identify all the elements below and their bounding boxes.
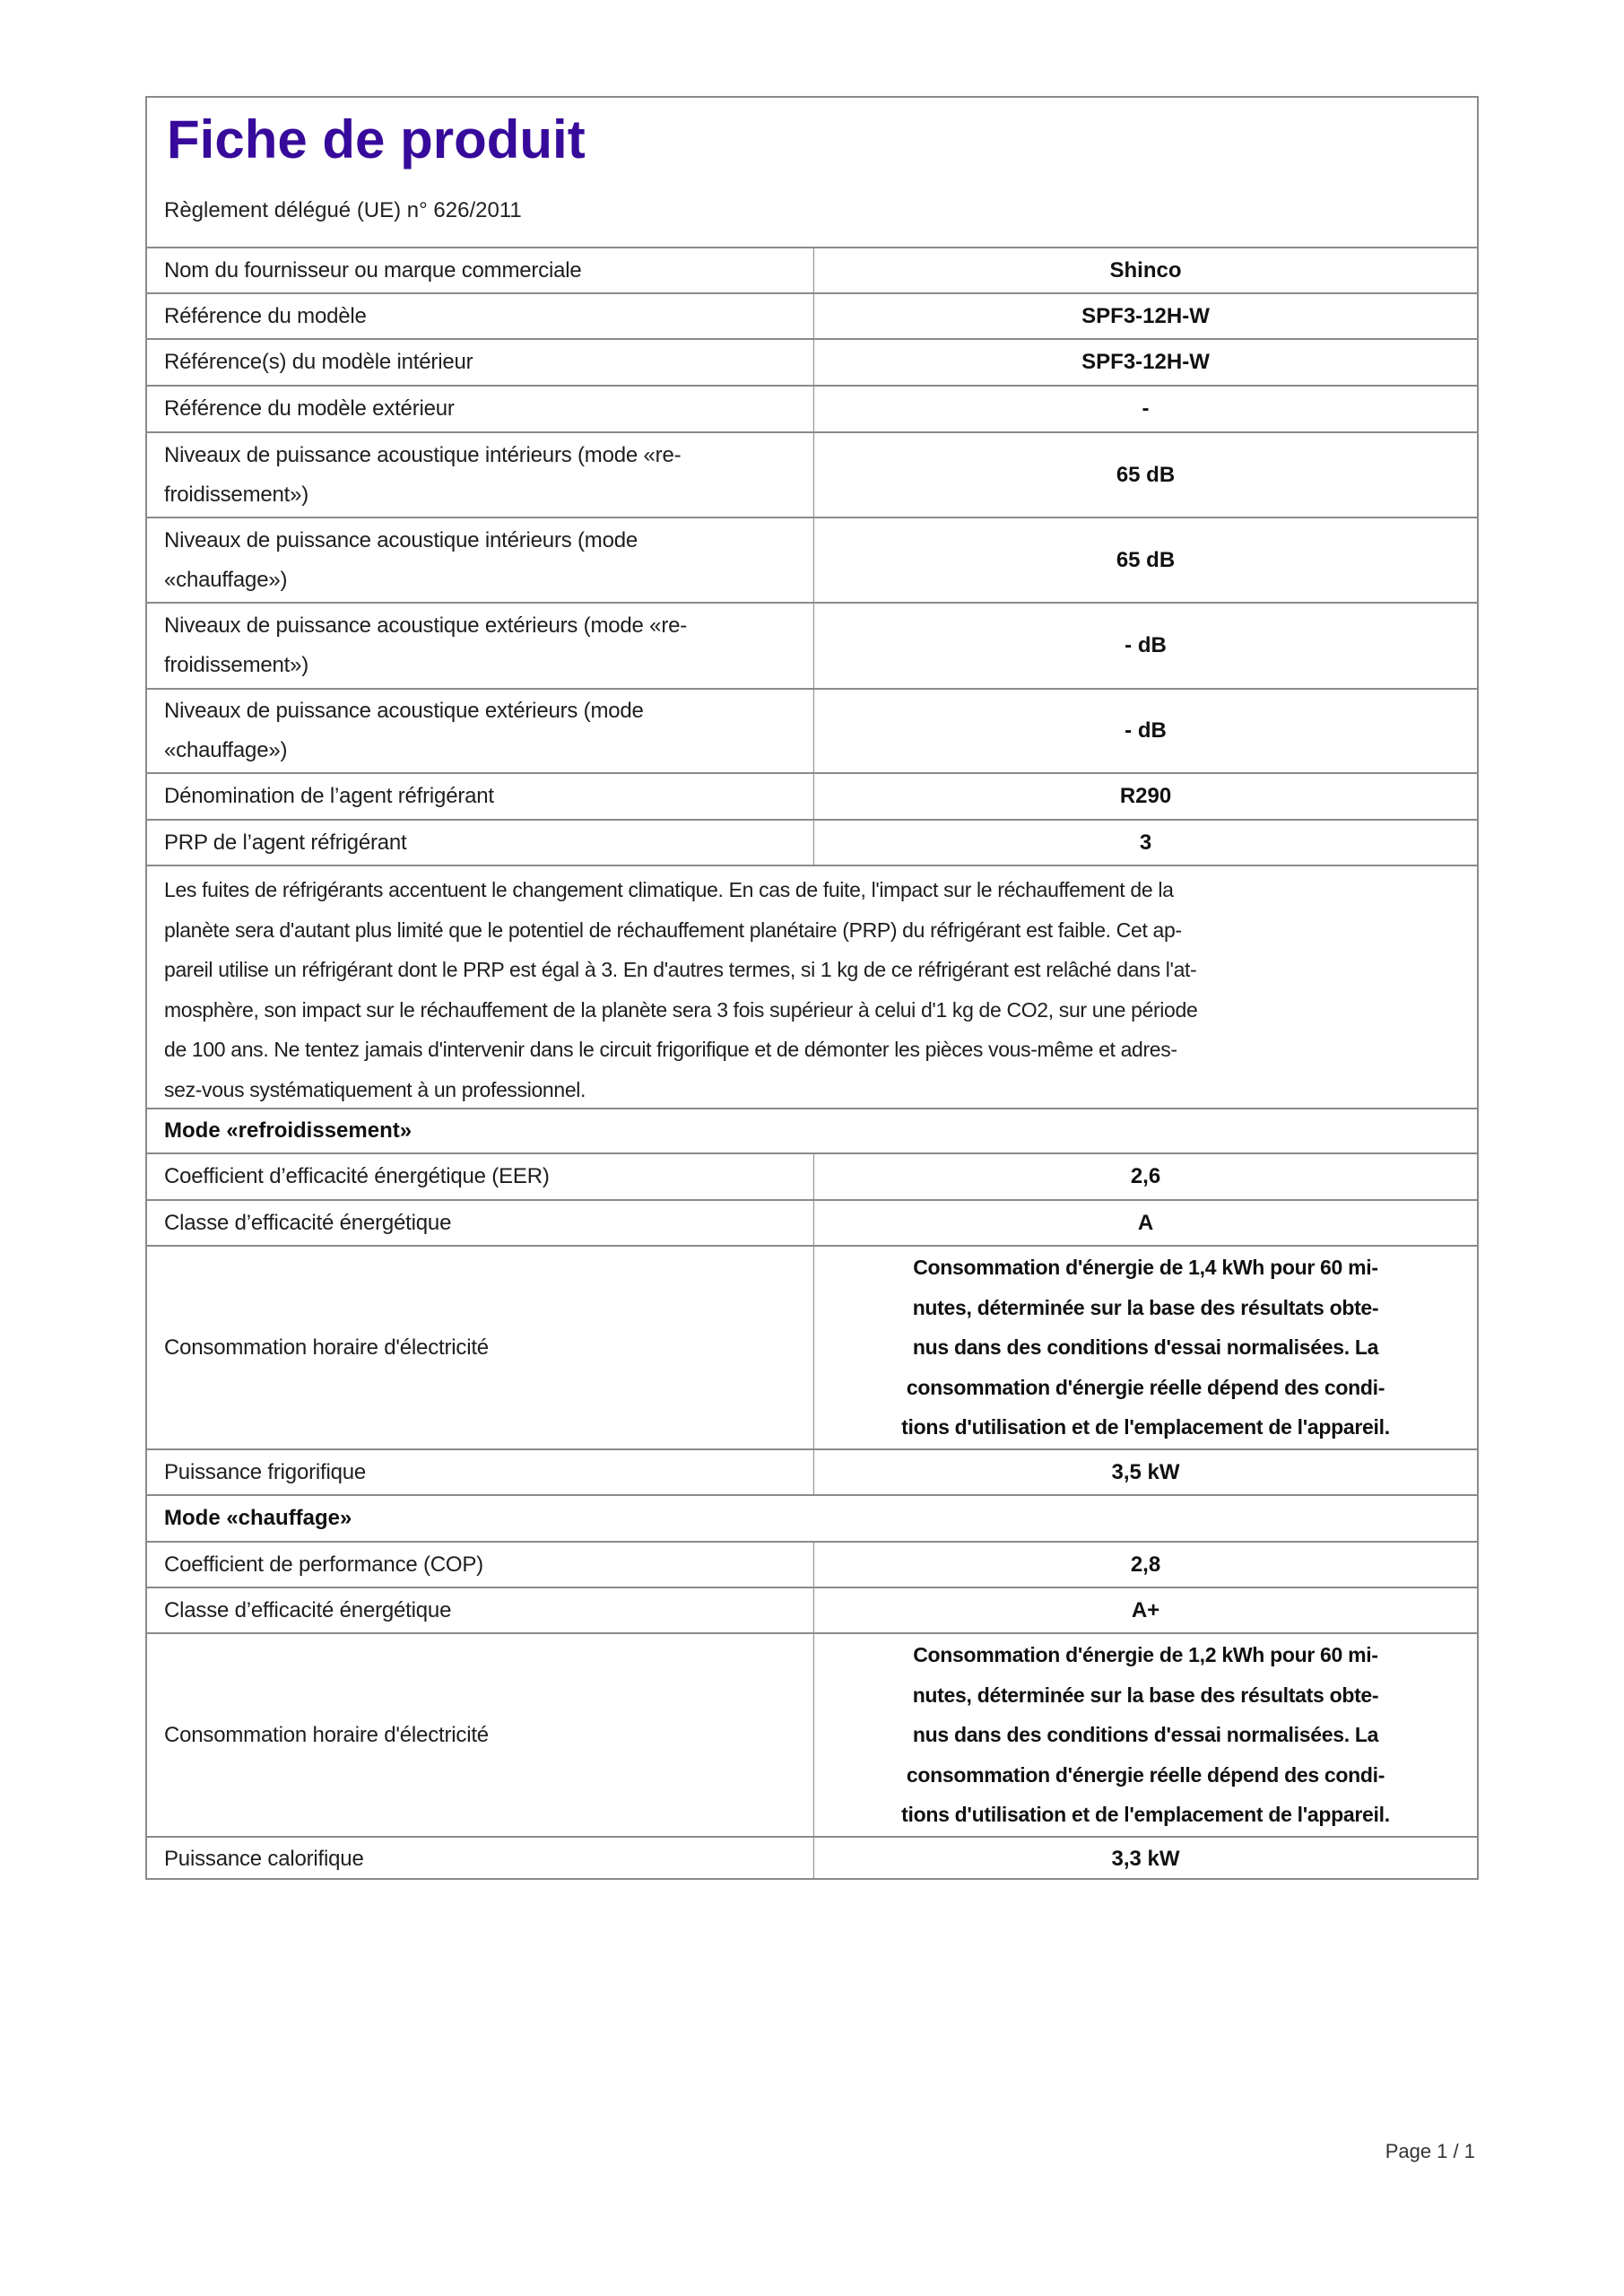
- value-line: consommation d'énergie réelle dépend des condi-: [906, 1762, 1385, 1787]
- table-row-indoor-noise-heating: [147, 517, 1477, 602]
- row-label: [147, 604, 813, 688]
- table-row-indoor-noise-cooling: [147, 431, 1477, 517]
- value-line: nutes, déterminée sur la base des résultats obte-: [912, 1683, 1379, 1707]
- table-row-heating-capacity: [147, 1836, 1477, 1880]
- table-row-refrigerant-gwp: [147, 819, 1477, 865]
- row-value: 3,5 kW: [813, 1450, 1477, 1494]
- row-value: 65 dB: [813, 518, 1477, 602]
- row-label: Consommation horaire d'électricité: [164, 1722, 489, 1747]
- notice-line: mosphère, son impact sur le réchauffement de la planète sera 3 fois supérieur à celui d'1 kg de CO2, sur une période: [164, 997, 1198, 1022]
- table-row-eer: [147, 1152, 1477, 1199]
- row-label: Nom du fournisseur ou marque commerciale: [164, 257, 582, 283]
- value-line: nutes, déterminée sur la base des résultats obte-: [912, 1295, 1379, 1319]
- row-value: SPF3-12H-W: [813, 340, 1477, 385]
- table-row-refrigerant-name: [147, 772, 1477, 819]
- row-value: - dB: [813, 690, 1477, 772]
- page-title: Fiche de produit: [167, 109, 586, 170]
- row-value: R290: [813, 774, 1477, 819]
- regulation-reference: Règlement délégué (UE) n° 626/2011: [164, 198, 522, 222]
- row-label: Classe d’efficacité énergétique: [164, 1597, 452, 1622]
- notice-line: pareil utilise un réfrigérant dont le PRP est égal à 3. En d'autres termes, si 1 kg de ce réfrigérant est relâché dans l'at-: [164, 958, 1197, 981]
- row-value: SPF3-12H-W: [813, 294, 1477, 338]
- row-label: [147, 690, 813, 772]
- notice-line: Les fuites de réfrigérants accentuent le changement climatique. En cas de fuite, l'impact sur le réchauffement de la: [164, 878, 1174, 901]
- row-label: Classe d’efficacité énergétique: [164, 1210, 452, 1235]
- row-label: Référence du modèle extérieur: [164, 396, 455, 421]
- row-label: Dénomination de l’agent réfrigérant: [164, 784, 494, 808]
- sheet-header: [147, 98, 1477, 247]
- table-row-cop: [147, 1541, 1477, 1587]
- label-line: Niveaux de puissance acoustique intérieurs (mode «re-: [164, 442, 682, 467]
- row-label: Coefficient de performance (COP): [164, 1552, 483, 1577]
- table-row-outdoor-noise-cooling: [147, 602, 1477, 688]
- row-value: Shinco: [813, 248, 1477, 292]
- section-header-cooling: [147, 1108, 1477, 1152]
- row-value: [813, 1634, 1477, 1836]
- row-value: [813, 1247, 1477, 1448]
- value-line: tions d'utilisation et de l'emplacement de l'appareil.: [901, 1415, 1390, 1439]
- notice-text: [147, 866, 1477, 1108]
- label-line: Niveaux de puissance acoustique extérieurs (mode «re-: [164, 613, 688, 638]
- row-label: PRP de l’agent réfrigérant: [164, 830, 407, 855]
- row-value: A: [813, 1201, 1477, 1245]
- row-label: Coefficient d’efficacité énergétique (EER): [164, 1164, 550, 1188]
- value-line: nus dans des conditions d'essai normalisées. La: [912, 1723, 1379, 1747]
- row-label: Référence du modèle: [164, 303, 367, 328]
- row-value: 2,6: [813, 1154, 1477, 1199]
- notice-line: de 100 ans. Ne tentez jamais d'intervenir dans le circuit frigorifique et de démonter les pièces vous-même et adres-: [164, 1038, 1177, 1061]
- row-label: [147, 433, 813, 517]
- table-row-heating-energy-class: [147, 1587, 1477, 1632]
- table-row-cooling-capacity: [147, 1448, 1477, 1494]
- value-line: tions d'utilisation et de l'emplacement de l'appareil.: [901, 1803, 1390, 1827]
- value-line: nus dans des conditions d'essai normalisées. La: [912, 1335, 1379, 1360]
- section-header-heating: [147, 1494, 1477, 1541]
- row-label: Puissance calorifique: [164, 1846, 364, 1871]
- label-line: froidissement»): [164, 653, 309, 677]
- value-line: consommation d'énergie réelle dépend des condi-: [906, 1375, 1385, 1399]
- row-label: Puissance frigorifique: [164, 1459, 367, 1484]
- label-line: Niveaux de puissance acoustique intérieurs (mode: [164, 527, 638, 552]
- page-indicator: Page 1 / 1: [1385, 2140, 1475, 2162]
- row-value: - dB: [813, 604, 1477, 688]
- value-line: Consommation d'énergie de 1,2 kWh pour 60 mi-: [913, 1643, 1378, 1667]
- product-sheet-table: [145, 96, 1479, 1880]
- row-label: [147, 518, 813, 602]
- label-line: froidissement»): [164, 482, 309, 507]
- table-row-outdoor-model: [147, 385, 1477, 431]
- row-value: 2,8: [813, 1543, 1477, 1587]
- row-value: 3,3 kW: [813, 1838, 1477, 1880]
- section-title: Mode «refroidissement»: [164, 1118, 413, 1143]
- row-value: A+: [813, 1588, 1477, 1632]
- row-label: Référence(s) du modèle intérieur: [164, 350, 473, 374]
- refrigerant-notice: [147, 865, 1477, 1108]
- label-line: «chauffage»): [164, 738, 288, 762]
- row-value: 3: [813, 821, 1477, 865]
- section-title: Mode «chauffage»: [164, 1506, 352, 1530]
- table-row-outdoor-noise-heating: [147, 688, 1477, 772]
- notice-line: planète sera d'autant plus limité que le potentiel de réchauffement planétaire (PRP) du réfrigérant est faible. Cet ap-: [164, 918, 1182, 942]
- table-row-indoor-model: [147, 338, 1477, 385]
- table-row-supplier: [147, 247, 1477, 292]
- notice-line: sez-vous systématiquement à un professionnel.: [164, 1077, 586, 1101]
- table-row-cooling-energy-class: [147, 1199, 1477, 1245]
- table-row-heating-consumption: [147, 1632, 1477, 1836]
- label-line: «chauffage»): [164, 567, 288, 592]
- row-value: -: [813, 387, 1477, 431]
- row-label: Consommation horaire d'électricité: [164, 1335, 489, 1360]
- table-row-model-reference: [147, 292, 1477, 338]
- label-line: Niveaux de puissance acoustique extérieurs (mode: [164, 699, 644, 723]
- row-value: 65 dB: [813, 433, 1477, 517]
- table-row-cooling-consumption: [147, 1245, 1477, 1448]
- value-line: Consommation d'énergie de 1,4 kWh pour 60 mi-: [913, 1256, 1378, 1280]
